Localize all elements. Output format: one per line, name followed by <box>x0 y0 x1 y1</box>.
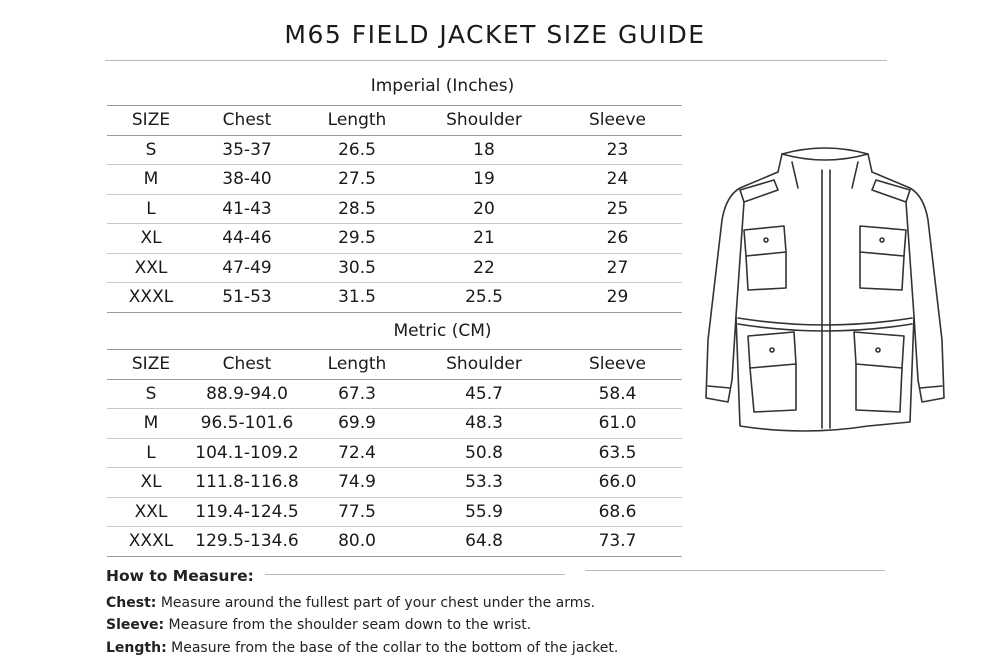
cell-chest: 129.5-134.6 <box>195 527 299 557</box>
cell-size: XXL <box>107 497 195 527</box>
cell-sleeve: 63.5 <box>553 438 682 468</box>
cell-shoulder: 18 <box>415 135 553 165</box>
cell-shoulder: 21 <box>415 224 553 254</box>
cell-size: XXXL <box>107 283 195 313</box>
header-sleeve: Sleeve <box>553 350 682 380</box>
cell-shoulder: 25.5 <box>415 283 553 313</box>
cell-length: 69.9 <box>299 409 415 439</box>
cell-chest: 35-37 <box>195 135 299 165</box>
cell-length: 26.5 <box>299 135 415 165</box>
cell-chest: 47-49 <box>195 253 299 283</box>
cell-shoulder: 48.3 <box>415 409 553 439</box>
cell-shoulder: 53.3 <box>415 468 553 498</box>
measure-divider <box>585 570 885 571</box>
cell-sleeve: 73.7 <box>553 527 682 557</box>
metric-title: Metric (CM) <box>393 321 492 341</box>
cell-size: XXXL <box>107 527 195 557</box>
cell-size: S <box>107 379 195 409</box>
measure-label: Length: <box>106 640 167 656</box>
cell-length: 80.0 <box>299 527 415 557</box>
cell-size: L <box>107 194 195 224</box>
measure-length <box>106 640 618 656</box>
cell-chest: 38-40 <box>195 165 299 195</box>
cell-sleeve: 25 <box>553 194 682 224</box>
cell-chest: 96.5-101.6 <box>195 409 299 439</box>
cell-sleeve: 26 <box>553 224 682 254</box>
measure-text: Measure from the base of the collar to the bottom of the jacket. <box>171 640 619 656</box>
cell-chest: 119.4-124.5 <box>195 497 299 527</box>
cell-shoulder: 64.8 <box>415 527 553 557</box>
cell-sleeve: 27 <box>553 253 682 283</box>
cell-shoulder: 55.9 <box>415 497 553 527</box>
header-length: Length <box>299 106 415 136</box>
cell-size: S <box>107 135 195 165</box>
cell-length: 72.4 <box>299 438 415 468</box>
header-shoulder: Shoulder <box>415 106 553 136</box>
cell-shoulder: 50.8 <box>415 438 553 468</box>
cell-size: L <box>107 438 195 468</box>
cell-sleeve: 66.0 <box>553 468 682 498</box>
table-row <box>107 253 682 283</box>
table-row <box>107 468 682 498</box>
header-shoulder: Shoulder <box>415 350 553 380</box>
cell-shoulder: 22 <box>415 253 553 283</box>
imperial-title: Imperial (Inches) <box>370 76 515 96</box>
cell-sleeve: 23 <box>553 135 682 165</box>
cell-length: 29.5 <box>299 224 415 254</box>
table-row <box>107 438 682 468</box>
cell-size: XXL <box>107 253 195 283</box>
metric-header-row <box>107 350 682 380</box>
imperial-header-row <box>107 106 682 136</box>
cell-length: 74.9 <box>299 468 415 498</box>
cell-size: XL <box>107 468 195 498</box>
cell-chest: 88.9-94.0 <box>195 379 299 409</box>
measure-label: Sleeve: <box>106 617 165 633</box>
cell-chest: 51-53 <box>195 283 299 313</box>
cell-length: 30.5 <box>299 253 415 283</box>
header-chest: Chest <box>195 106 299 136</box>
header-sleeve: Sleeve <box>553 106 682 136</box>
cell-chest: 104.1-109.2 <box>195 438 299 468</box>
title-divider <box>105 60 887 61</box>
cell-shoulder: 45.7 <box>415 379 553 409</box>
cell-sleeve: 68.6 <box>553 497 682 527</box>
cell-length: 77.5 <box>299 497 415 527</box>
cell-sleeve: 58.4 <box>553 379 682 409</box>
cell-size: M <box>107 409 195 439</box>
table-row <box>107 527 682 557</box>
measure-text: Measure around the fullest part of your chest under the arms. <box>160 595 596 611</box>
measure-label: Chest: <box>106 595 157 611</box>
imperial-table <box>107 105 682 313</box>
table-row <box>107 194 682 224</box>
cell-length: 67.3 <box>299 379 415 409</box>
cell-length: 31.5 <box>299 283 415 313</box>
table-row <box>107 165 682 195</box>
page-title: M65 FIELD JACKET SIZE GUIDE <box>284 20 706 49</box>
table-row <box>107 379 682 409</box>
metric-table <box>107 349 682 557</box>
measure-chest <box>106 595 595 611</box>
cell-size: M <box>107 165 195 195</box>
header-size: SIZE <box>107 350 195 380</box>
cell-shoulder: 19 <box>415 165 553 195</box>
measure-sleeve <box>106 617 531 633</box>
cell-length: 28.5 <box>299 194 415 224</box>
header-chest: Chest <box>195 350 299 380</box>
cell-sleeve: 61.0 <box>553 409 682 439</box>
cell-chest: 111.8-116.8 <box>195 468 299 498</box>
table-row <box>107 224 682 254</box>
table-row <box>107 497 682 527</box>
cell-length: 27.5 <box>299 165 415 195</box>
cell-sleeve: 29 <box>553 283 682 313</box>
header-length: Length <box>299 350 415 380</box>
table-row <box>107 409 682 439</box>
cell-chest: 41-43 <box>195 194 299 224</box>
cell-shoulder: 20 <box>415 194 553 224</box>
cell-size: XL <box>107 224 195 254</box>
cell-sleeve: 24 <box>553 165 682 195</box>
cell-chest: 44-46 <box>195 224 299 254</box>
jacket-icon <box>700 140 950 440</box>
how-to-measure-title: How to Measure: <box>106 567 254 585</box>
header-size: SIZE <box>107 106 195 136</box>
table-row <box>107 283 682 313</box>
table-row <box>107 135 682 165</box>
measure-text: Measure from the shoulder seam down to the wrist. <box>168 617 532 633</box>
measure-divider <box>265 574 565 575</box>
